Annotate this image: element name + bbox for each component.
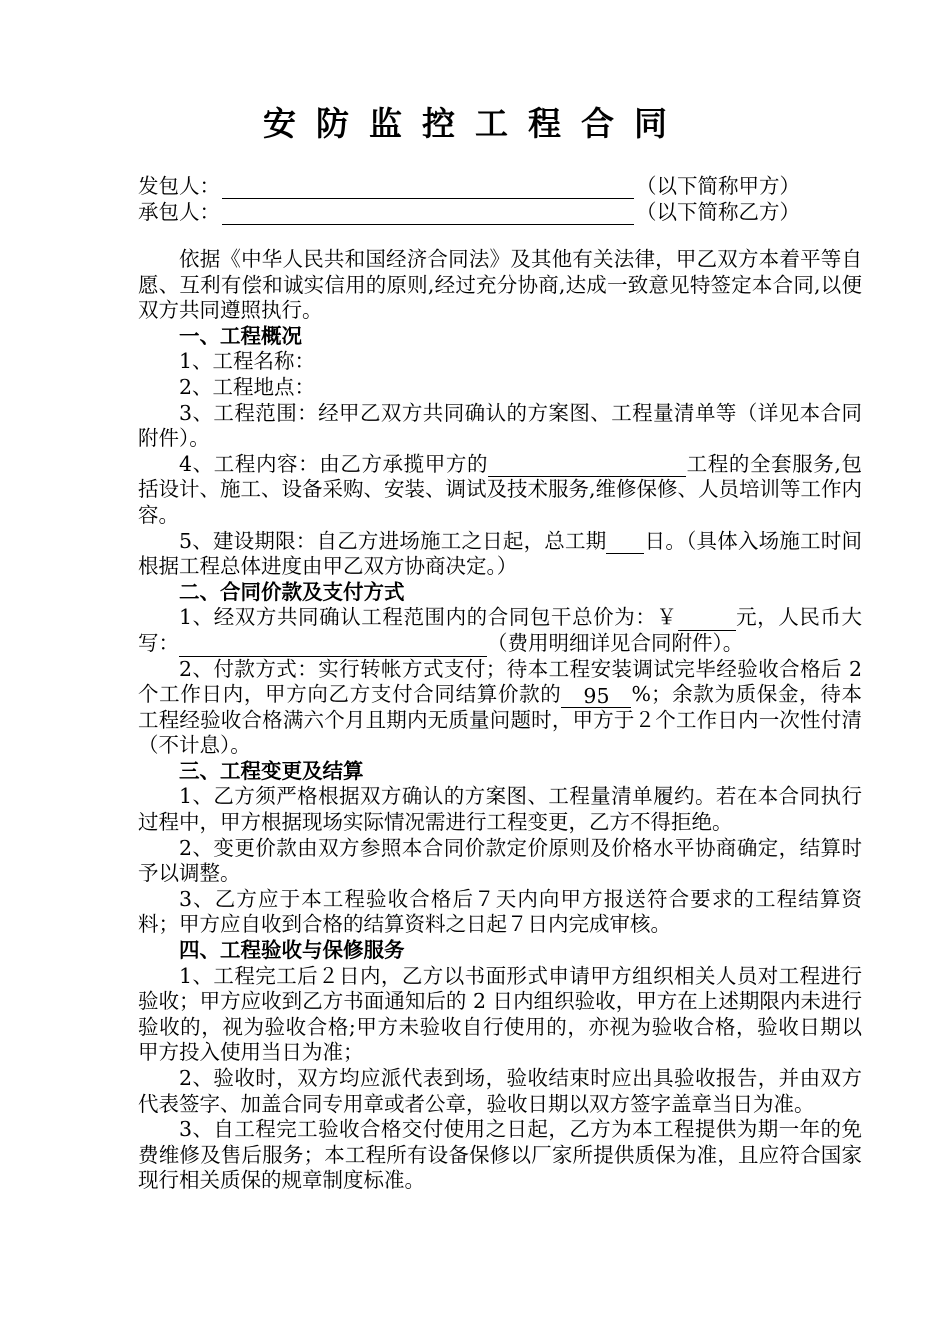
contract-body: [138, 247, 862, 1194]
section1-heading: 一、工程概况: [179, 323, 302, 348]
section1-item4: [138, 452, 862, 529]
section2-item1-post: （费用明细详见合同附件）。: [487, 630, 744, 655]
section4-item1: 1、工程完工后２日内，乙方以书面形式申请甲方组织相关人员对工程进行验收；甲方应收到乙方书面通知后的 2 日内组织验收，甲方在上述期限内未进行验收的，视为验收合格;甲方未验收自行使用的，亦视为验收合格，验收日期以甲方投入使用当日为准；: [138, 963, 862, 1065]
contractor-line: [138, 199, 800, 225]
section3-item1: 1、乙方须严格根据双方确认的方案图、工程量清单履约。若在本合同执行过程中，甲方根据现场实际情况需进行工程变更，乙方不得拒绝。: [138, 784, 862, 835]
employer-blank[interactable]: [222, 177, 634, 199]
section2-item2: [138, 657, 862, 759]
section2-item2-pre: 2、付款方式：实行转帐方式支付；待本工程安装调试完毕经验收合格后 2 个工作日内，甲方向乙方支付合同结算价款的: [138, 656, 862, 707]
section2-item1-pre: 1、经双方共同确认工程范围内的合同包干总价为：￥: [179, 605, 678, 630]
payment-percent-value[interactable]: 95: [561, 685, 631, 708]
duration-blank[interactable]: [606, 531, 644, 554]
section1-item5-pre: 5、建设期限：自乙方进场施工之日起，总工期: [179, 528, 607, 553]
section1-item4-pre: 4、工程内容：由乙方承揽甲方的: [179, 451, 489, 476]
contractor-label: 承包人：: [138, 200, 220, 224]
intro-paragraph: 依据《中华人民共和国经济合同法》及其他有关法律，甲乙双方本着平等自愿、互利有偿和诚实信用的原则,经过充分协商,达成一致意见特签定本合同,以便双方共同遵照执行。: [138, 247, 862, 323]
employer-label: 发包人：: [138, 174, 220, 198]
section3-item2: 2、变更价款由双方参照本合同价款定价原则及价格水平协商确定，结算时予以调整。: [138, 835, 862, 886]
section1-item4-post: 工程的全套服务,包括设计、施工、设备采购、安装、调试及技术服务,维修保修、人员培训等工作内容。: [138, 451, 863, 527]
section1-item5: [138, 529, 862, 580]
price-words-blank[interactable]: [179, 634, 487, 657]
section2-item1: [138, 605, 862, 656]
employer-line: [138, 173, 800, 199]
section4-heading: 四、工程验收与保修服务: [179, 938, 405, 963]
project-name-blank[interactable]: [488, 454, 686, 477]
contractor-blank[interactable]: [222, 203, 634, 225]
document-title: 安防监控工程合同: [263, 104, 687, 143]
section1-item3: 3、工程范围：经甲乙双方共同确认的方案图、工程量清单等（详见本合同附件）。: [138, 400, 862, 451]
section3-heading: 三、工程变更及结算: [179, 758, 364, 783]
section1-item2: 2、工程地点：: [179, 374, 316, 399]
section2-item1-mid: 元，人民币大写：: [138, 605, 863, 655]
section4-item3: 3、自工程完工验收合格交付使用之日起，乙方为本工程提供为期一年的免费维修及售后服务；本工程所有设备保修以厂家所提供质保为准，且应符合国家现行相关质保的规章制度标准。: [138, 1117, 862, 1193]
section4-item2: 2、验收时，双方均应派代表到场，验收结束时应出具验收报告，并由双方代表签字、加盖合同专用章或者公章，验收日期以双方签字盖章当日为准。: [138, 1066, 862, 1116]
section2-heading: 二、合同价款及支付方式: [179, 579, 405, 604]
section1-item5-post: 日。（具体入场施工时间根据工程总体进度由甲乙双方协商决定。）: [138, 528, 863, 579]
price-amount-blank[interactable]: [678, 608, 736, 631]
section2-item2-post: %；余款为质保金，待本工程经验收合格满六个月且期内无质量问题时，甲方于２个工作日内一次性付清（不计息）。: [138, 682, 863, 758]
contractor-suffix: （以下简称乙方）: [636, 200, 800, 224]
section3-item3: 3、乙方应于本工程验收合格后７天内向甲方报送符合要求的工程结算资料；甲方应自收到合格的结算资料之日起７日内完成审核。: [138, 886, 862, 937]
employer-suffix: （以下简称甲方）: [636, 174, 800, 198]
section1-item1: 1、工程名称：: [179, 349, 316, 374]
